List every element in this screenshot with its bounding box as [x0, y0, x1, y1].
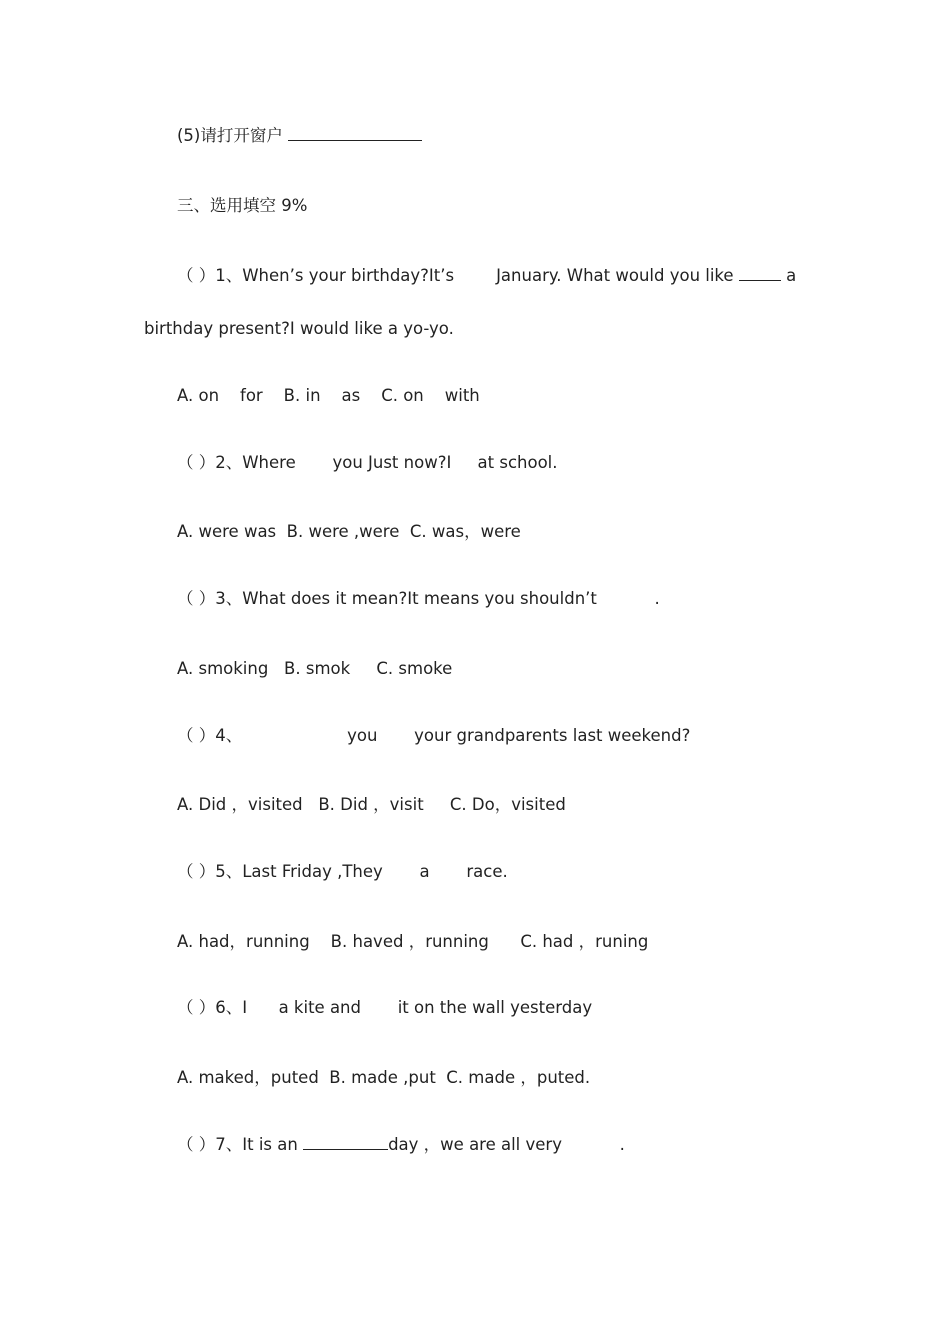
question-6-text: （ ）6、I a kite and it on the wall yesterday — [177, 998, 593, 1017]
question-7-line1-pre: （ ）7、It is an — [177, 1135, 298, 1154]
question-1-text — [177, 265, 796, 287]
answer-blank — [288, 125, 422, 141]
question-5-options: A. had，running B. haved ，running C. had ，runing — [177, 932, 649, 951]
question-1-line2: birthday present?I would like a yo-yo. — [144, 319, 454, 338]
question-1-line1: （ ）1、When’s your birthday?It’s January. What would you like — [177, 266, 734, 285]
question-1-line1-end: a — [786, 266, 797, 285]
section-heading: 三、选用填空 9% — [177, 196, 308, 215]
answer-blank — [739, 265, 781, 281]
question-5-text: （ ）5、Last Friday ,They a race. — [177, 862, 508, 881]
answer-blank — [303, 1134, 388, 1150]
question-3-options: A. smoking B. smok C. smoke — [177, 659, 453, 678]
question-4-options: A. Did ，visited B. Did ，visit C. Do，visited — [177, 795, 566, 814]
question-2-options: A. were was B. were ,were C. was，were — [177, 522, 521, 541]
question-7-text — [177, 1134, 625, 1156]
question-6-options: A. maked，puted B. made ,put C. made ，puted. — [177, 1068, 591, 1087]
question-4-text: （ ）4、 you your grandparents last weekend? — [177, 726, 691, 745]
question-3-text: （ ）3、What does it mean?It means you shouldn’t . — [177, 589, 660, 608]
prev-item-label: (5)请打开窗户 — [177, 126, 283, 145]
prev-item-line — [177, 125, 422, 147]
question-7-line1-post: day ，we are all very . — [388, 1135, 625, 1154]
question-2-text: （ ）2、Where you Just now?I at school. — [177, 453, 558, 472]
question-1-options: A. on for B. in as C. on with — [177, 386, 480, 405]
